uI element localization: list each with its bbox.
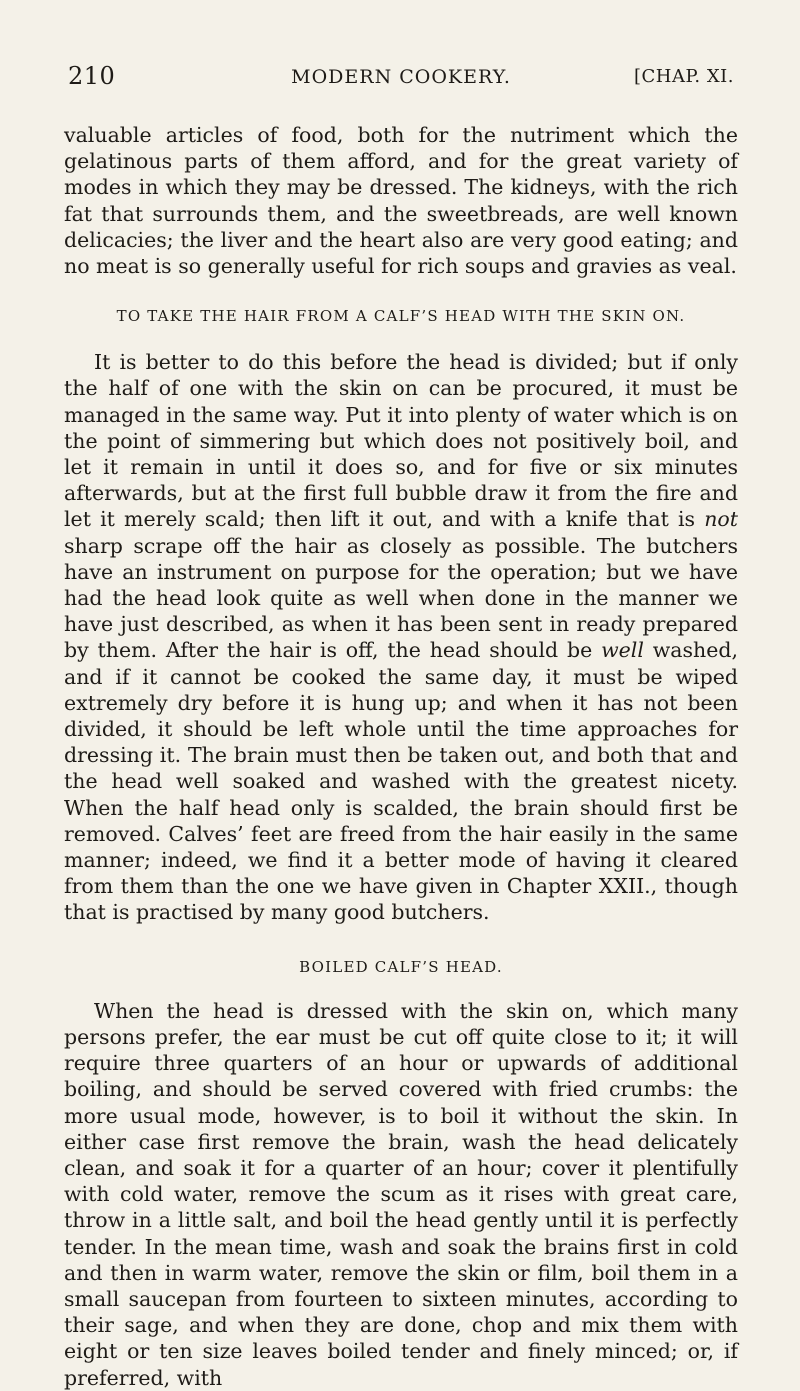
paragraph-text: washed, and if it cannot be cooked the same day, it must be wiped extremely dry before it is hung up; and when it has not been divided, it should be left whole until the time approaches for dressing it. The brain must then be taken out, and both that and the head well soaked and washed with the greatest nicety. When the half head only is scalded, the brain should first be removed. Calves’ feet are freed from the hair easily in the same manner; indeed, we find it a better mode of having it cleared from them than the one we have given in Chapter XXII., though that is practised by many good butchers. (64, 638, 738, 925)
chapter-label: [CHAP. XI. (633, 66, 734, 87)
page-number: 210 (68, 62, 116, 90)
emphasis-not: not (704, 507, 738, 532)
paragraph-text: sharp scrape off the hair as closely as possible. The butchers have an instrument on purpose for the operation; but we have had the head look quite as well when done in the manner we have just described, as when it has been sent in ready prepared by them. After the hair is off, the head should be (64, 533, 738, 663)
hair-removal-paragraph (64, 349, 738, 925)
running-head (64, 62, 738, 102)
boiled-head-paragraph: When the head is dressed with the skin on, which many persons prefer, the ear must be cut off quite close to it; it will require three quarters of an hour or upwards of additional boiling, and should be served covered with fried crumbs: the more usual mode, however, is to boil it without the skin. In either case first remove the brain, wash the head delicately clean, and soak it for a quarter of an hour; cover it plentifully with cold water, remove the scum as it rises with great care, throw in a little salt, and boil the head gently until it is perfectly tender. In the mean time, wash and soak the brains first in cold and then in warm water, remove the skin or film, boil them in a small saucepan from fourteen to sixteen minutes, according to their sage, and when they are done, chop and mix them with eight or ten size leaves boiled tender and finely minced; or, if preferred, with (64, 998, 738, 1390)
paragraph-text: It is better to do this before the head is divided; but if only the half of one with the skin on can be procured, it must be managed in the same way. Put it into plenty of water which is on the point of simmering but which does not positively boil, and let it remain in until it does so, and for five or six minutes afterwards, but at the first full bubble draw it from the fire and let it merely scald; then lift it out, and with a knife that is (64, 350, 738, 532)
intro-paragraph: valuable articles of food, both for the nutriment which the gelatinous parts of them afford, and for the great variety of modes in which they may be dressed. The kidneys, with the rich fat that surrounds them, and the sweetbreads, are well known delicacies; the liver and the heart also are very good eating; and no meat is so generally useful for rich soups and gravies as veal. (64, 123, 738, 279)
emphasis-well: well (601, 638, 644, 663)
book-title: MODERN COOKERY. (291, 66, 511, 88)
section-heading-hair-removal: TO TAKE THE HAIR FROM A CALF’S HEAD WITH THE SKIN ON. (116, 307, 686, 326)
section-heading-boiled-head: BOILED CALF’S HEAD. (299, 957, 503, 976)
